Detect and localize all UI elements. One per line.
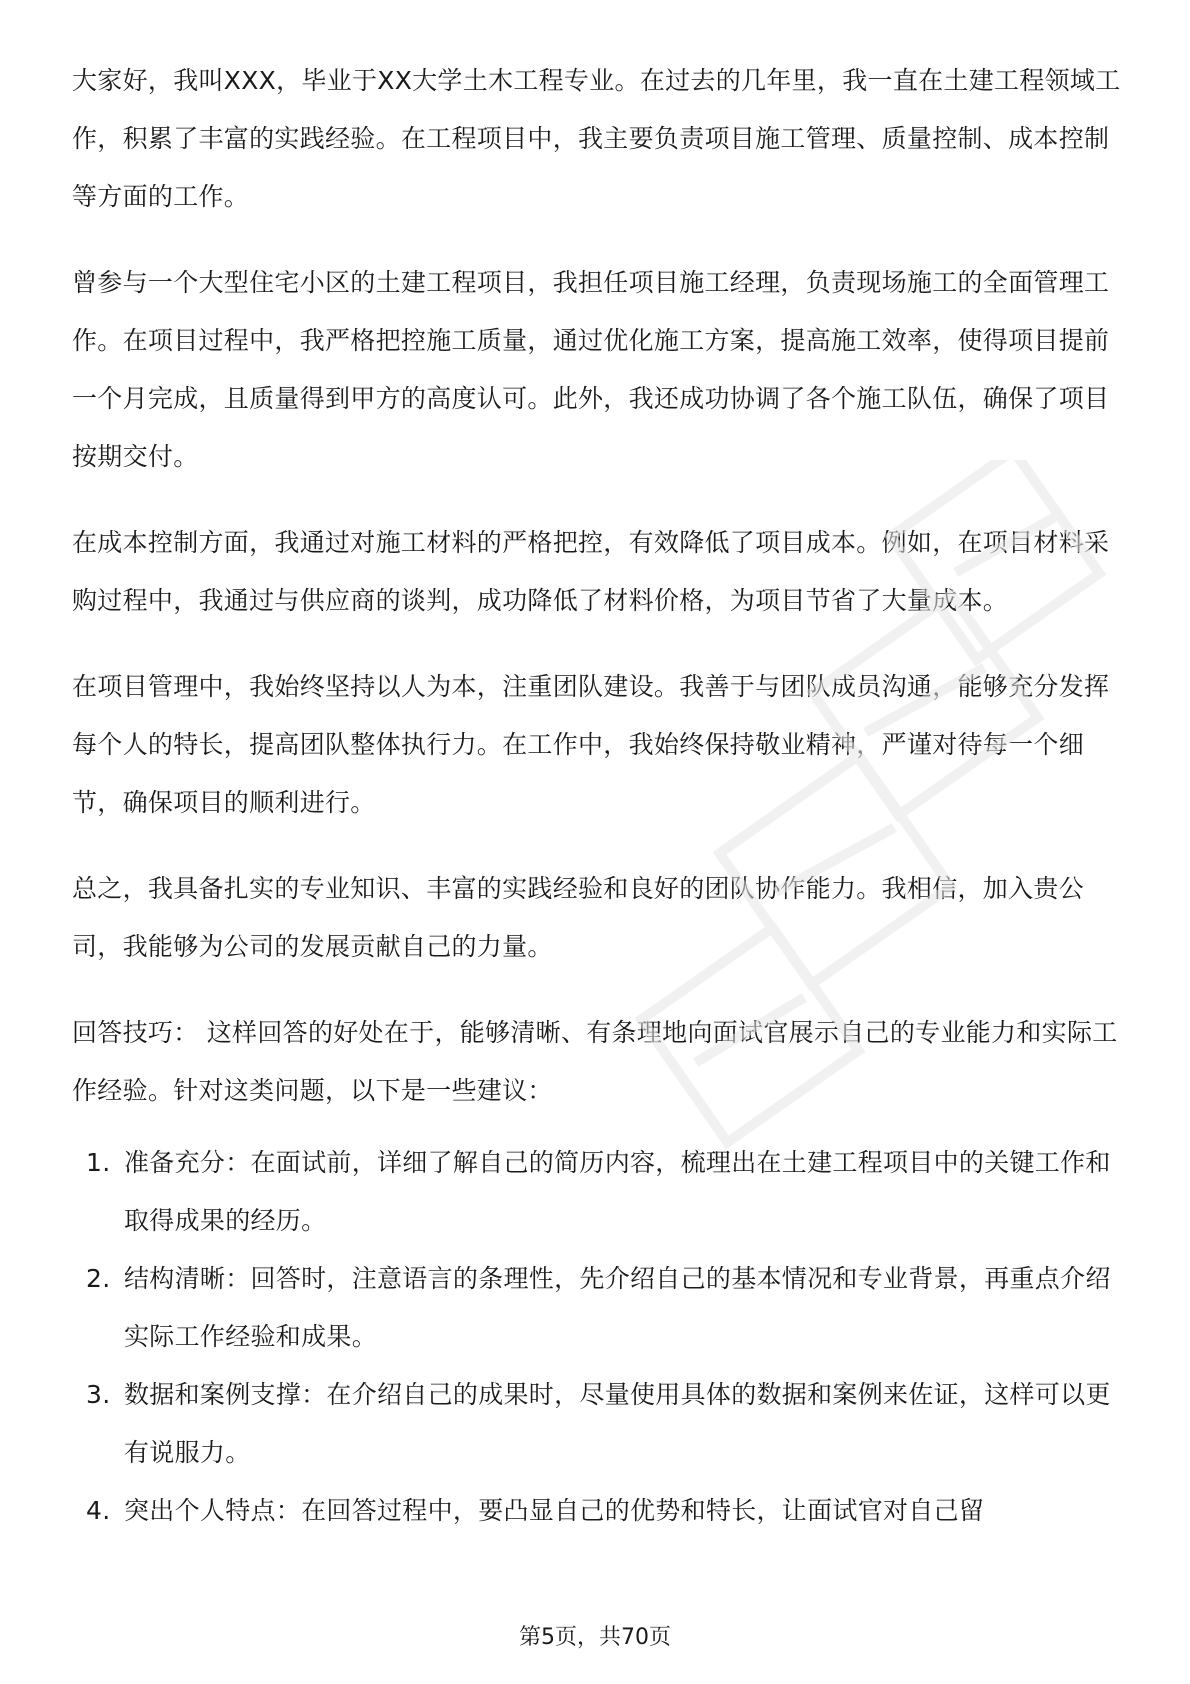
list-item-text: 准备充分：在面试前，详细了解自己的简历内容，梳理出在土建工程项目中的关键工作和取得成果的经历。 xyxy=(124,1148,1111,1235)
list-item-text: 数据和案例支撑：在介绍自己的成果时，尽量使用具体的数据和案例来佐证，这样可以更有说服力。 xyxy=(124,1380,1111,1467)
paragraph-summary: 总之，我具备扎实的专业知识、丰富的实践经验和良好的团队协作能力。我相信，加入贵公司，我能够为公司的发展贡献自己的力量。 xyxy=(72,874,1085,961)
list-item-text: 结构清晰：回答时，注意语言的条理性，先介绍自己的基本情况和专业背景，再重点介绍实际工作经验和成果。 xyxy=(124,1264,1111,1351)
paragraph-project-experience: 曾参与一个大型住宅小区的土建工程项目，我担任项目施工经理，负责现场施工的全面管理工作。在项目过程中，我严格把控施工质量，通过优化施工方案，提高施工效率，使得项目提前一个月完成，且质量得到甲方的高度认可。此外，我还成功协调了各个施工队伍，确保了项目按期交付。 xyxy=(72,268,1110,471)
list-item xyxy=(72,1134,1124,1250)
list-item-number: 3. xyxy=(86,1380,111,1409)
tips-list xyxy=(72,1134,1124,1540)
paragraph-answer-tips: 回答技巧： 这样回答的好处在于，能够清晰、有条理地向面试官展示自己的专业能力和实际工作经验。针对这类问题，以下是一些建议： xyxy=(72,1018,1118,1105)
list-item-number: 2. xyxy=(86,1264,111,1293)
list-item xyxy=(72,1366,1124,1482)
list-item xyxy=(72,1250,1124,1366)
list-item-text: 突出个人特点：在回答过程中，要凸显自己的优势和特长，让面试官对自己留 xyxy=(124,1496,985,1525)
paragraph-intro: 大家好，我叫XXX，毕业于XX大学土木工程专业。在过去的几年里，我一直在土建工程领域工作，积累了丰富的实践经验。在工程项目中，我主要负责项目施工管理、质量控制、成本控制等方面的工作。 xyxy=(72,66,1121,211)
page-number-footer: 第5页，共70页 xyxy=(519,1625,671,1650)
list-item xyxy=(72,1482,1124,1540)
list-item-number: 4. xyxy=(86,1496,111,1525)
list-item-number: 1. xyxy=(86,1148,111,1177)
paragraph-cost-control: 在成本控制方面，我通过对施工材料的严格把控，有效降低了项目成本。例如，在项目材料采购过程中，我通过与供应商的谈判，成功降低了材料价格，为项目节省了大量成本。 xyxy=(72,528,1110,615)
paragraph-team-management: 在项目管理中，我始终坚持以人为本，注重团队建设。我善于与团队成员沟通，能够充分发挥每个人的特长，提高团队整体执行力。在工作中，我始终保持敬业精神，严谨对待每一个细节，确保项目的顺利进行。 xyxy=(72,672,1110,817)
document-body xyxy=(72,52,1124,1540)
